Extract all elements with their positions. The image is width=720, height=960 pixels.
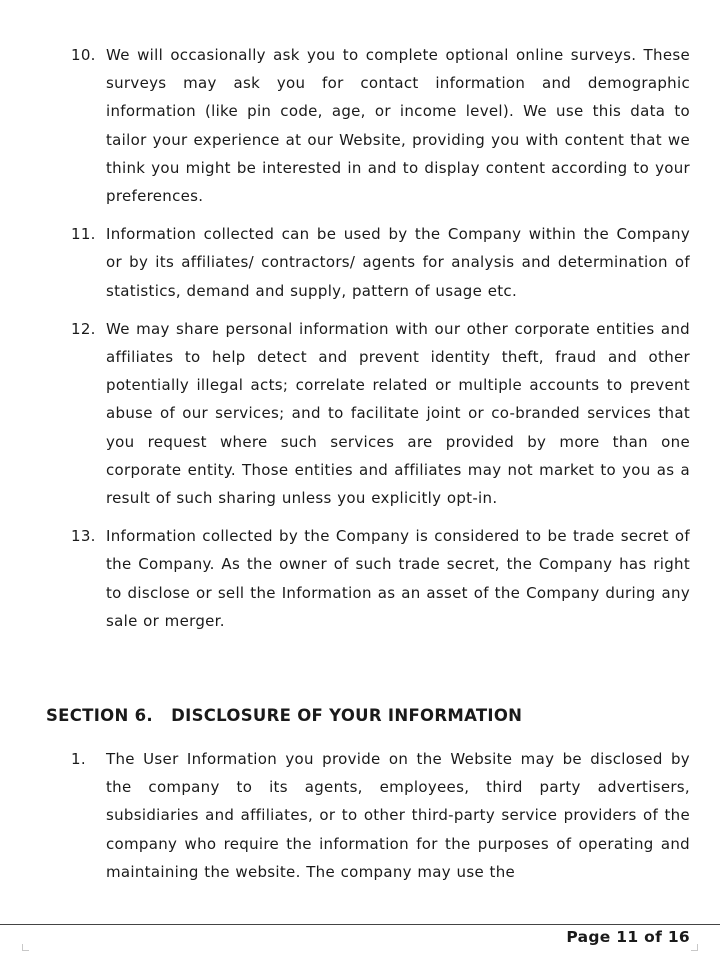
item-number: 12. <box>71 319 96 338</box>
section-heading <box>46 702 522 730</box>
item-text: The User Information you provide on the Website may be disclosed by the company to its agents, employees, third party advertisers, subsidiaries and affiliates, or to other third-party service providers of the company who require the information for the purposes of operating and maintaining the website. The company may use the <box>106 750 690 881</box>
corner-mark-icon <box>691 944 698 951</box>
item-text: Information collected by the Company is considered to be trade secret of the Company. As the owner of such trade secret, the Company has right to disclose or sell the Information as an asset of the Company during any sale or merger. <box>106 527 690 630</box>
page-number <box>566 925 690 949</box>
numbered-list-section-6 <box>0 745 720 886</box>
section-title: DISCLOSURE OF YOUR INFORMATION <box>171 706 523 725</box>
list-item-10 <box>0 41 720 210</box>
numbered-list <box>0 41 720 635</box>
page-current: 11 <box>616 928 639 946</box>
page-total: 16 <box>667 928 690 946</box>
list-item-12 <box>0 315 720 512</box>
page-separator: of <box>644 928 663 946</box>
item-number: 13. <box>71 527 96 546</box>
section-label: SECTION 6. <box>46 706 153 725</box>
list-item-13 <box>0 522 720 635</box>
list-item-1 <box>0 745 720 886</box>
item-text: Information collected can be used by the Company within the Company or by its affiliates/ contractors/ agents for analysis and determination of statistics, demand and supply, pattern of usage etc. <box>106 225 690 300</box>
item-text: We may share personal information with our other corporate entities and affiliates to help detect and prevent identity theft, fraud and other potentially illegal acts; correlate related or multiple accounts to prevent abuse of our services; and to facilitate joint or co-branded services that you request where such services are provided by more than one corporate entity. Those entities and affiliates may not market to you as a result of such sharing unless you explicitly opt-in. <box>106 319 690 508</box>
page-prefix: Page <box>566 928 611 946</box>
list-item-11 <box>0 220 720 305</box>
corner-mark-icon <box>22 944 29 951</box>
item-text: We will occasionally ask you to complete optional online surveys. These surveys may ask you for contact information and demographic information (like pin code, age, or income level). We use this data to tailor your experience at our Website, providing you with content that we think you might be interested in and to display content according to your preferences. <box>106 46 690 206</box>
item-number: 11. <box>71 225 96 244</box>
item-number: 10. <box>71 46 96 64</box>
item-number: 1. <box>71 750 86 768</box>
